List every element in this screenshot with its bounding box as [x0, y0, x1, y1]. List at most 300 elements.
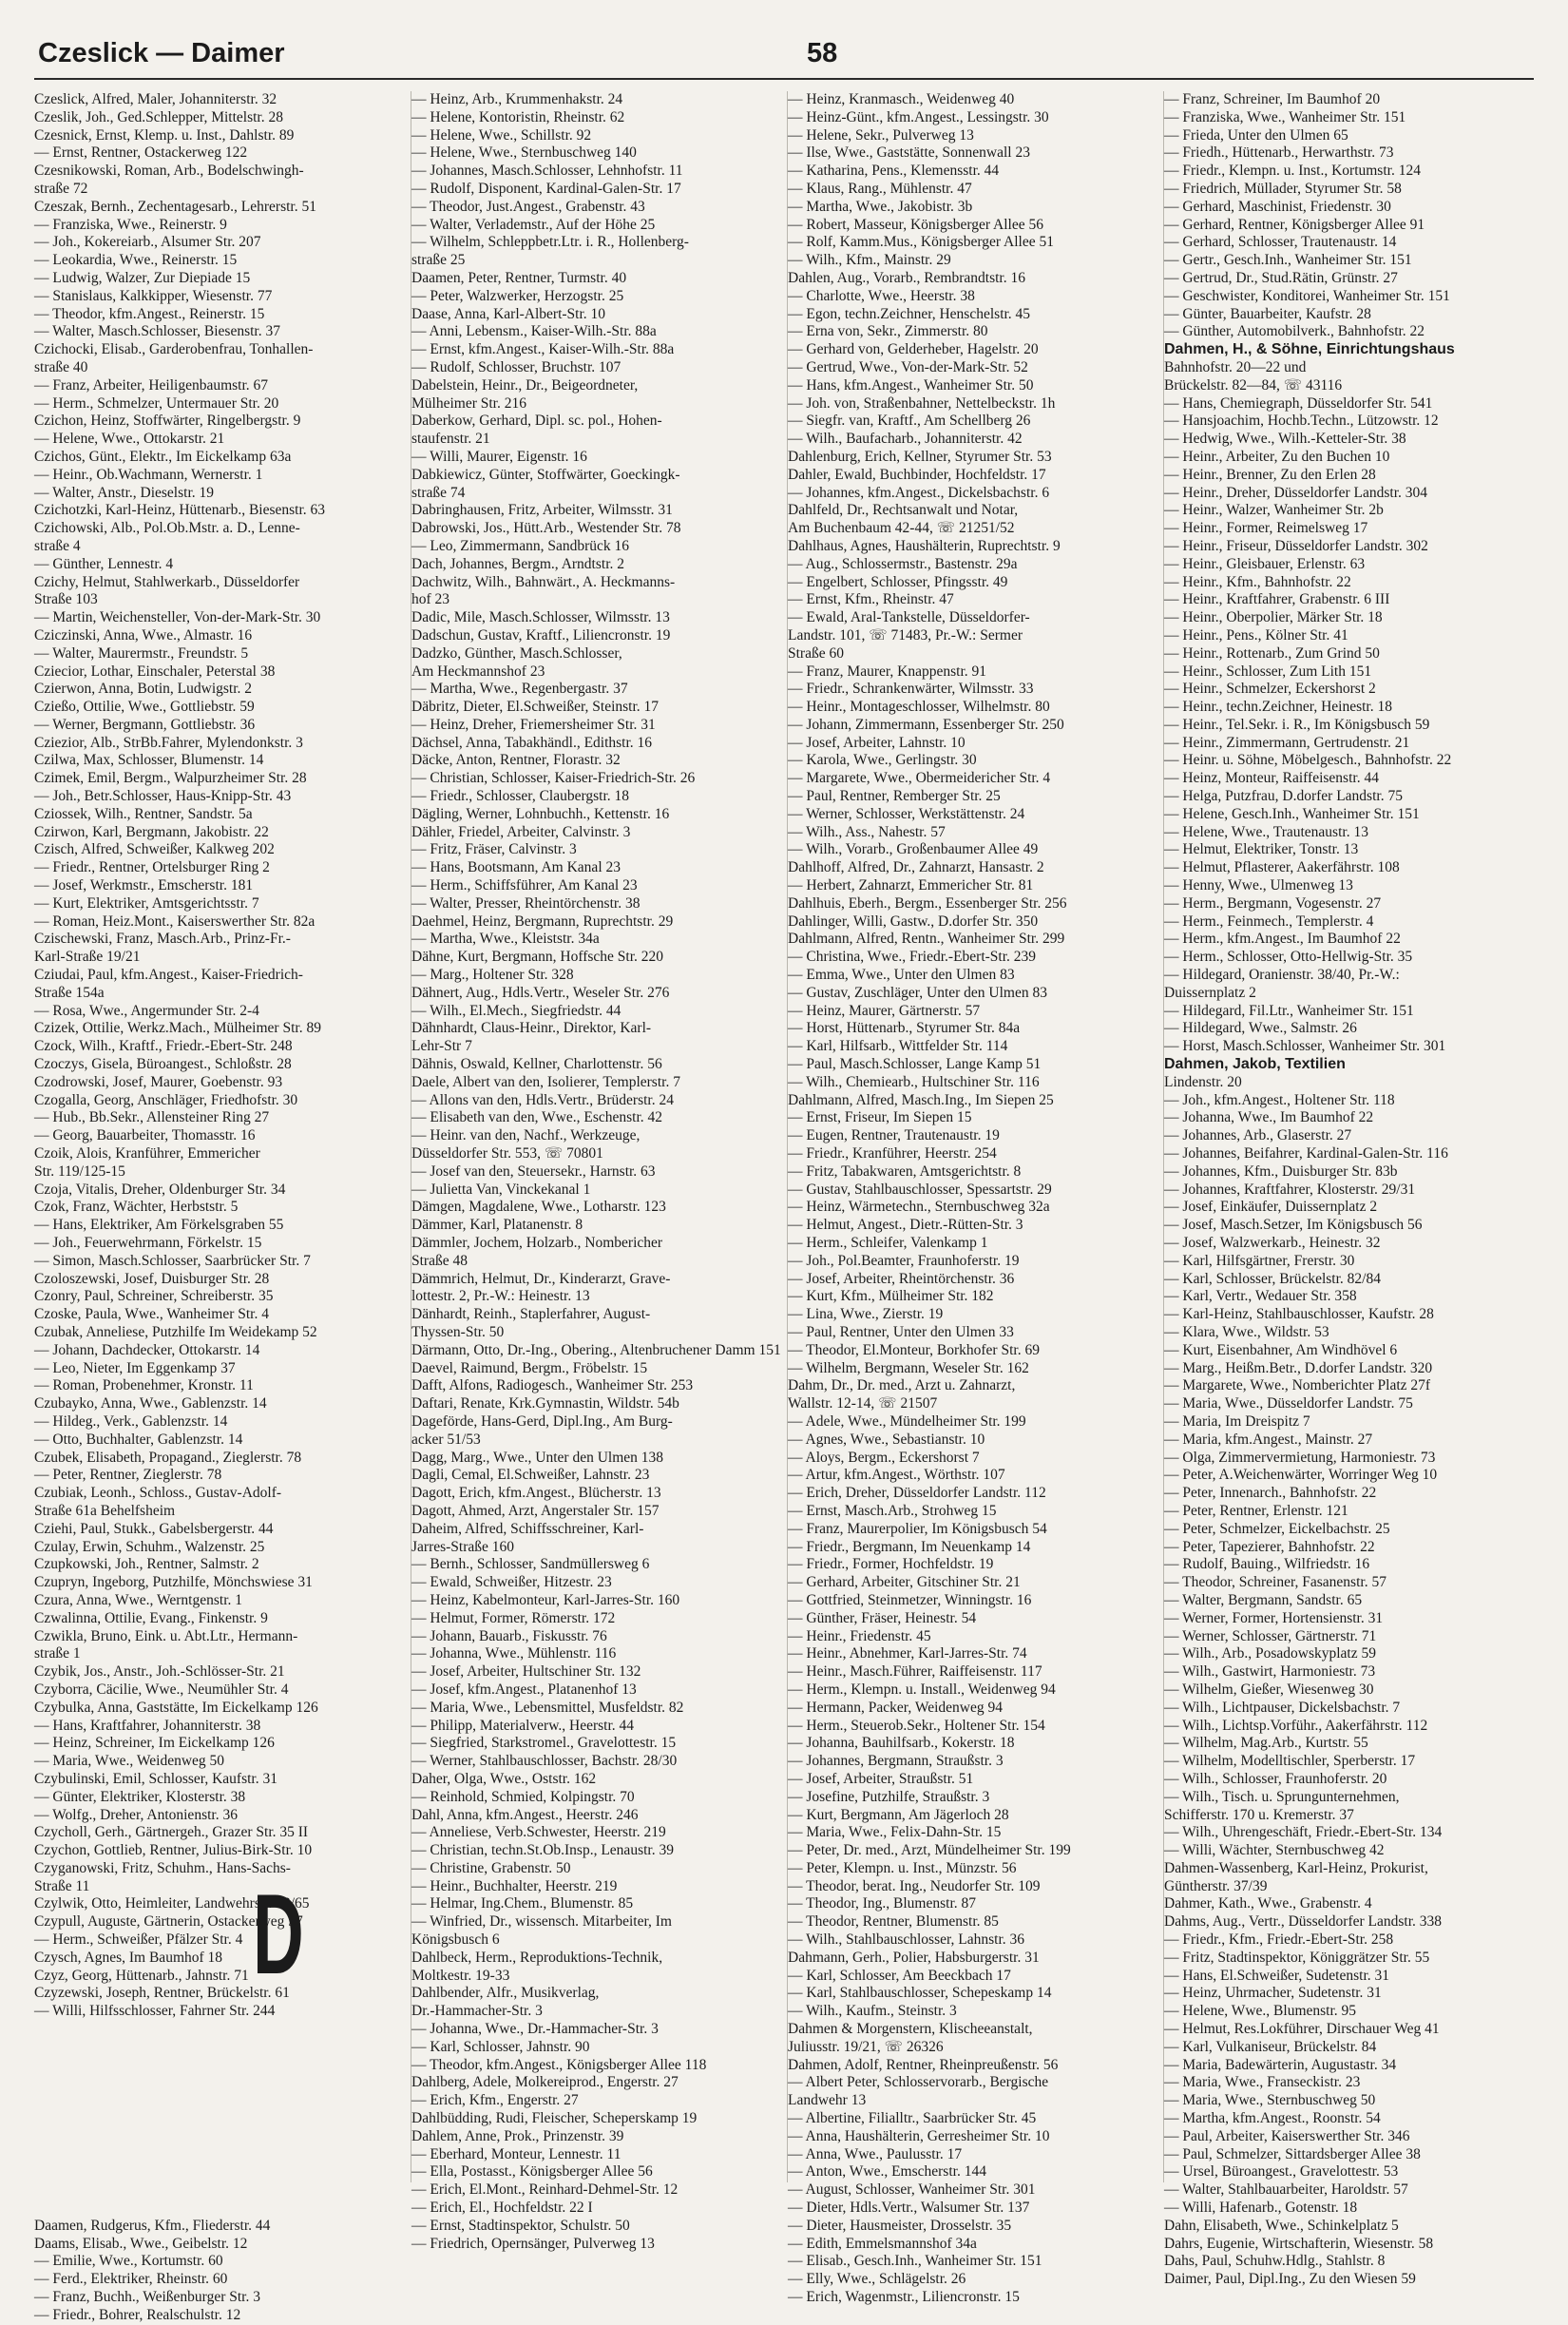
directory-entry: — Johann, Zimmermann, Essenberger Str. 250: [788, 716, 1064, 733]
directory-entry: — Ewald, Schweißer, Hitzestr. 23: [411, 1574, 612, 1591]
directory-entry: — Werner, Former, Hortensienstr. 31: [1164, 1609, 1384, 1626]
directory-entry: — August, Schlosser, Wanheimer Str. 301: [788, 2181, 1036, 2199]
directory-entry: — Dieter, Hausmeister, Drosselstr. 35: [788, 2217, 1012, 2234]
directory-entry: — Ernst, Friseur, Im Siepen 15: [788, 1109, 972, 1126]
directory-entry: — Heinr. van den, Nachf., Werkzeuge,: [411, 1127, 641, 1144]
directory-entry: — Christian, techn.St.Ob.Insp., Lenaustr. 39: [411, 1842, 674, 1859]
directory-entry: — Christina, Wwe., Friedr.-Ebert-Str. 239: [788, 949, 1037, 966]
directory-entry: Czychon, Gottlieb, Rentner, Julius-Birk-Str. 10: [34, 1842, 313, 1859]
directory-entry: Cziossek, Wilh., Rentner, Sandstr. 5a: [34, 805, 253, 822]
directory-entry: — Herm., Schmelzer, Untermauer Str. 20: [34, 394, 279, 412]
directory-entry: — Franz, Arbeiter, Heiligenbaumstr. 67: [34, 376, 269, 394]
directory-entry: Czura, Anna, Wwe., Werntgenstr. 1: [34, 1591, 243, 1608]
directory-entry: — Johannes, Kfm., Duisburger Str. 83b: [1164, 1162, 1398, 1180]
directory-entry: — Walter, Presser, Rheintörchenstr. 38: [411, 894, 641, 912]
directory-entry: — Kurt, Elektriker, Amtsgerichtsstr. 7: [34, 894, 259, 912]
directory-entry: — Friedr., Schrankenwärter, Wilmsstr. 33: [788, 681, 1034, 698]
directory-entry: — Gertr., Gesch.Inh., Wanheimer Str. 151: [1164, 252, 1412, 269]
directory-entry: — Paul, Rentner, Remberger Str. 25: [788, 788, 1001, 805]
directory-entry: — Kurt, Kfm., Mülheimer Str. 182: [788, 1288, 994, 1305]
directory-entry: Czypull, Auguste, Gärtnerin, Ostackerweg 37: [34, 1913, 303, 1931]
directory-entry: — Johannes, Kraftfahrer, Klosterstr. 29/31: [1164, 1181, 1416, 1198]
directory-entry: — Karl, Hilfsarb., Wittfelder Str. 114: [788, 1038, 1008, 1055]
directory-entry: Czupryn, Ingeborg, Putzhilfe, Mönchswiese 31: [34, 1574, 313, 1591]
directory-entry: Thyssen-Str. 50: [411, 1323, 505, 1340]
directory-entry: — Gustav, Stahlbauschlosser, Spessartstr. 29: [788, 1181, 1052, 1198]
directory-entry: Därmann, Otto, Dr.-Ing., Obering., Altenbruchener Damm 151: [411, 1341, 781, 1358]
directory-entry: — Martha, Wwe., Jakobistr. 3b: [788, 198, 973, 215]
directory-entry: Dahmen-Wassenberg, Karl-Heinz, Prokurist,: [1164, 1859, 1428, 1876]
directory-entry: — Rosa, Wwe., Angermunder Str. 2-4: [34, 1002, 259, 1019]
directory-entry: — Ernst, kfm.Angest., Kaiser-Wilh.-Str. 88a: [411, 341, 675, 358]
directory-entry: — Henny, Wwe., Ulmenweg 13: [1164, 877, 1353, 894]
directory-entry: — Maria, Wwe., Felix-Dahn-Str. 15: [788, 1824, 1002, 1841]
directory-entry: — Johanna, Wwe., Im Baumhof 22: [1164, 1109, 1374, 1126]
directory-entry: Dahmann, Gerh., Polier, Habsburgerstr. 31: [788, 1949, 1040, 1966]
directory-entry: — Gerhard, Schlosser, Trautenaustr. 14: [1164, 234, 1397, 251]
directory-entry: — Herm., Schweißer, Pfälzer Str. 4: [34, 1931, 243, 1949]
directory-entry: — Heinz, Monteur, Raiffeisenstr. 44: [1164, 770, 1379, 787]
directory-entry: — Herm., Feinmech., Templerstr. 4: [1164, 913, 1374, 930]
directory-entry: — Wilh., Tisch. u. Sprungunternehmen,: [1164, 1788, 1400, 1805]
directory-entry: — Heinr., Gleisbauer, Erlenstr. 63: [1164, 555, 1366, 572]
directory-entry: — Eugen, Rentner, Trautenaustr. 19: [788, 1127, 1000, 1144]
directory-entry: — Siegfr. van, Kraftf., Am Schellberg 26: [788, 413, 1031, 430]
directory-entry: [34, 2074, 410, 2092]
directory-entry: — Wilh., Vorarb., Großenbaumer Allee 49: [788, 841, 1039, 858]
directory-entry: — Heinz, Maurer, Gärtnerstr. 57: [788, 1002, 981, 1019]
directory-entry: Dahlhuis, Eberh., Bergm., Essenberger Str. 256: [788, 894, 1067, 912]
directory-entry: — Helene, Kontoristin, Rheinstr. 62: [411, 108, 625, 125]
directory-entry: — Frieda, Unter den Ulmen 65: [1164, 126, 1348, 144]
directory-entry: Dahlfeld, Dr., Rechtsanwalt und Notar,: [788, 502, 1019, 519]
directory-entry: — Karl, Hilfsgärtner, Frerstr. 30: [1164, 1252, 1355, 1269]
directory-entry: Dahmen, Adolf, Rentner, Rheinpreußenstr. 56: [788, 2056, 1059, 2073]
directory-entry: — Helene, Wwe., Schillstr. 92: [411, 126, 592, 144]
directory-entry: — Heinr., Montageschlosser, Wilhelmstr. 80: [788, 699, 1050, 716]
directory-entry: — Karl, Schlosser, Brückelstr. 82/84: [1164, 1270, 1381, 1287]
directory-entry: — Helmar, Ing.Chem., Blumenstr. 85: [411, 1895, 634, 1912]
directory-entry: — Agnes, Wwe., Sebastianstr. 10: [788, 1431, 985, 1448]
directory-entry: Dahlhaus, Agnes, Haushälterin, Ruprechtstr. 9: [788, 537, 1061, 554]
directory-entry: — Wilh., Lichtsp.Vorführ., Aakerfährstr. 112: [1164, 1717, 1428, 1734]
directory-entry: Dahmen, Jakob, Textilien: [1164, 1056, 1346, 1073]
directory-entry: — Peter, A.Weichenwärter, Worringer Weg 10: [1164, 1467, 1438, 1484]
directory-entry: — Heinz, Arb., Krummenhakstr. 24: [411, 91, 623, 107]
directory-entry: — Adele, Wwe., Mündelheimer Str. 199: [788, 1412, 1026, 1430]
directory-entry: — Ewald, Aral-Tankstelle, Düsseldorfer-: [788, 609, 1030, 626]
directory-entry: — Wilh., Baufacharb., Johanniterstr. 42: [788, 431, 1023, 448]
directory-entry: Czybulinski, Emil, Schlosser, Kaufstr. 31: [34, 1770, 277, 1787]
directory-entry: — Paul, Rentner, Unter den Ulmen 33: [788, 1323, 1014, 1340]
directory-entry: Dahlem, Anne, Prok., Prinzenstr. 39: [411, 2127, 624, 2144]
directory-entry: — Karl, Schlosser, Jahnstr. 90: [411, 2038, 590, 2055]
directory-entry: — Ernst, Stadtinspektor, Schulstr. 50: [411, 2217, 630, 2234]
directory-entry: — Gerhard, Rentner, Königsberger Allee 91: [1164, 216, 1425, 233]
directory-entry: — Wilh., Lichtpauser, Dickelsbachstr. 7: [1164, 1699, 1401, 1716]
directory-entry: — Heinr., Kraftfahrer, Grabenstr. 6 III: [1164, 591, 1390, 608]
directory-entry: [34, 2128, 410, 2146]
directory-entry: — Heinr., Friedenstr. 45: [788, 1627, 931, 1644]
directory-entry: — Elisab., Gesch.Inh., Wanheimer Str. 151: [788, 2253, 1042, 2270]
directory-entry: — Winfried, Dr., wissensch. Mitarbeiter, Im: [411, 1913, 672, 1931]
directory-entry: Czubak, Anneliese, Putzhilfe Im Weidekamp 52: [34, 1323, 317, 1340]
directory-entry: — Hedwig, Wwe., Wilh.-Ketteler-Str. 38: [1164, 431, 1406, 448]
directory-entry: — Maria, Wwe., Franseckistr. 23: [1164, 2074, 1361, 2091]
directory-entry: — Reinhold, Schmied, Kolpingstr. 70: [411, 1788, 635, 1805]
directory-entry: Daftari, Renate, Krk.Gymnastin, Wildstr. 54b: [411, 1395, 679, 1412]
directory-entry: — Dieter, Hdls.Vertr., Walsumer Str. 137: [788, 2200, 1030, 2217]
directory-entry: Dahn, Elisabeth, Wwe., Schinkelplatz 5: [1164, 2217, 1399, 2234]
directory-entry: Czichos, Günt., Elektr., Im Eickelkamp 63a: [34, 448, 292, 465]
directory-entry: — Friedrich, Müllader, Styrumer Str. 58: [1164, 180, 1402, 197]
directory-entry: — Leokardia, Wwe., Reinerstr. 15: [34, 252, 238, 269]
directory-entry: Dahl, Anna, kfm.Angest., Heerstr. 246: [411, 1806, 639, 1823]
directory-entry: — Hans, Chemiegraph, Düsseldorfer Str. 541: [1164, 394, 1433, 412]
directory-entry: — Ernst, Rentner, Ostackerweg 122: [34, 144, 248, 162]
directory-entry: — Wilh., Kfm., Mainstr. 29: [788, 252, 951, 269]
directory-entry: Dahlbender, Alfr., Musikverlag,: [411, 1985, 600, 2002]
directory-entry: Dähnert, Aug., Hdls.Vertr., Weseler Str. 276: [411, 984, 670, 1001]
column-2: [411, 91, 787, 2252]
directory-entry: — Heinr., Brenner, Zu den Erlen 28: [1164, 466, 1376, 483]
directory-entry: — Ernst, Masch.Arb., Strohweg 15: [788, 1502, 997, 1519]
directory-entry: — Charlotte, Wwe., Heerstr. 38: [788, 287, 975, 304]
directory-entry: — Gerhard von, Gelderheber, Hagelstr. 20: [788, 341, 1039, 358]
directory-entry: Dähnhardt, Claus-Heinr., Direktor, Karl-: [411, 1020, 652, 1037]
directory-entry: — Bernh., Schlosser, Sandmüllersweg 6: [411, 1556, 650, 1573]
directory-entry: — Katharina, Pens., Klemensstr. 44: [788, 163, 1000, 180]
directory-entry: — Herm., Schlosser, Otto-Hellwig-Str. 35: [1164, 949, 1413, 966]
directory-entry: Dahmen & Morgenstern, Klischeeanstalt,: [788, 2021, 1033, 2038]
directory-entry: Dahrs, Eugenie, Wirtschafterin, Wiesenstr. 58: [1164, 2235, 1434, 2252]
directory-entry: — Johannes, Arb., Glaserstr. 27: [1164, 1127, 1352, 1144]
directory-entry: Czubek, Elisabeth, Propagand., Zieglerstr. 78: [34, 1449, 302, 1466]
directory-entry: — Heinz, Wärmetechn., Sternbuschweg 32a: [788, 1199, 1050, 1216]
directory-entry: — Theodor, Ing., Blumenstr. 87: [788, 1895, 976, 1912]
directory-entry: — Aug., Schlossermstr., Bastenstr. 29a: [788, 555, 1018, 572]
directory-entry: Cziezior, Alb., StrBb.Fahrer, Mylendonkstr. 3: [34, 734, 303, 751]
directory-entry: Straße 154a: [34, 984, 105, 1001]
directory-entry: Czisch, Alfred, Schweißer, Kalkweg 202: [34, 841, 275, 858]
directory-entry: — Martin, Weichensteller, Von-der-Mark-Str. 30: [34, 609, 321, 626]
directory-entry: — Walter, Masch.Schlosser, Biesenstr. 37: [34, 323, 280, 340]
directory-entry: Dämgen, Magdalene, Wwe., Lotharstr. 123: [411, 1199, 666, 1216]
directory-entry: — Günther, Lennestr. 4: [34, 555, 174, 572]
directory-entry: — Philipp, Materialverw., Heerstr. 44: [411, 1717, 635, 1734]
directory-entry: — Josef, Arbeiter, Hultschiner Str. 132: [411, 1663, 641, 1681]
directory-entry: — Walter, Verlademstr., Auf der Höhe 25: [411, 216, 656, 233]
directory-entry: — Hub., Bb.Sekr., Allensteiner Ring 27: [34, 1109, 270, 1126]
directory-entry: — Wilh., Chemiearb., Hultschiner Str. 116: [788, 1073, 1040, 1090]
directory-entry: Czyganowski, Fritz, Schuhm., Hans-Sachs-: [34, 1859, 291, 1876]
directory-entry: — Peter, Schmelzer, Eickelbachstr. 25: [1164, 1520, 1390, 1537]
directory-entry: — Josef, kfm.Angest., Platanenhof 13: [411, 1681, 637, 1698]
directory-entry: — Joh., Kokereiarb., Alsumer Str. 207: [34, 234, 261, 251]
directory-entry: — Wilhelm, Bergmann, Weseler Str. 162: [788, 1359, 1029, 1376]
directory-entry: Czichotzki, Karl-Heinz, Hüttenarb., Biesenstr. 63: [34, 502, 326, 519]
directory-entry: Czysch, Agnes, Im Baumhof 18: [34, 1949, 223, 1966]
directory-entry: — Wilh., Kaufm., Steinstr. 3: [788, 2003, 957, 2020]
directory-entry: — Werner, Bergmann, Gottliebstr. 36: [34, 716, 256, 733]
directory-entry: Dähnis, Oswald, Kellner, Charlottenstr. 56: [411, 1056, 662, 1073]
directory-entry: — Ferd., Elektriker, Rheinstr. 60: [34, 2271, 228, 2288]
directory-entry: — Johanna, Bauhilfsarb., Kokerstr. 18: [788, 1735, 1015, 1752]
directory-entry: Dahlinger, Willi, Gastw., D.dorfer Str. 350: [788, 913, 1039, 930]
directory-entry: — Gertrud, Dr., Stud.Rätin, Grünstr. 27: [1164, 269, 1398, 286]
directory-entry: — Karl, Stahlbauschlosser, Schepeskamp 14: [788, 1985, 1052, 2002]
directory-entry: straße 74: [411, 484, 466, 501]
directory-entry: — Helene, Sekr., Pulverweg 13: [788, 126, 974, 144]
directory-entry: — Heinr., Arbeiter, Zu den Buchen 10: [1164, 448, 1390, 465]
directory-entry: — Franziska, Wwe., Wanheimer Str. 151: [1164, 108, 1406, 125]
directory-entry: Czoja, Vitalis, Dreher, Oldenburger Str. 34: [34, 1181, 286, 1198]
directory-entry: straße 25: [411, 252, 466, 269]
directory-entry: — Ernst, Kfm., Rheinstr. 47: [788, 591, 954, 608]
directory-entry: Juliusstr. 19/21, ☏ 26326: [788, 2038, 944, 2055]
directory-entry: Dahms, Aug., Vertr., Düsseldorfer Landstr. 338: [1164, 1913, 1443, 1931]
directory-entry: — Werner, Schlosser, Werkstättenstr. 24: [788, 805, 1025, 822]
directory-entry: — Siegfried, Starkstromel., Gravelottestr. 15: [411, 1735, 677, 1752]
directory-entry: Daams, Elisab., Wwe., Geibelstr. 12: [34, 2235, 248, 2252]
directory-entry: — Erna von, Sekr., Zimmerstr. 80: [788, 323, 988, 340]
directory-entry: Moltkestr. 19-33: [411, 1967, 510, 1984]
directory-entry: — Theodor, El.Monteur, Borkhofer Str. 69: [788, 1341, 1040, 1358]
directory-columns: [34, 91, 1536, 2323]
directory-entry: Czyz, Georg, Hüttenarb., Jahnstr. 71: [34, 1967, 249, 1984]
directory-entry: — Heinr., Abnehmer, Karl-Jarres-Str. 74: [788, 1645, 1027, 1662]
directory-entry: — Theodor, kfm.Angest., Reinerstr. 15: [34, 305, 265, 322]
directory-entry: — Erich, Kfm., Engerstr. 27: [411, 2092, 579, 2109]
directory-entry: — Elly, Wwe., Schlägelstr. 26: [788, 2271, 966, 2288]
directory-entry: Dämmler, Jochem, Holzarb., Nombericher: [411, 1235, 663, 1251]
directory-entry: hof 23: [411, 591, 450, 608]
column-4: [1163, 91, 1539, 2288]
directory-entry: Daimer, Paul, Dipl.Ing., Zu den Wiesen 59: [1164, 2271, 1416, 2288]
directory-entry: — Heinz-Günt., kfm.Angest., Lessingstr. 30: [788, 108, 1049, 125]
directory-entry: Czycholl, Gerh., Gärtnergeh., Grazer Str. 35 II: [34, 1824, 309, 1841]
directory-entry: — Heinr., Tel.Sekr. i. R., Im Königsbusch 59: [1164, 716, 1430, 733]
directory-entry: — Wilhelm, Mag.Arb., Kurtstr. 55: [1164, 1735, 1368, 1752]
directory-entry: — Josef, Masch.Setzer, Im Königsbusch 56: [1164, 1217, 1423, 1234]
directory-entry: Dabringhausen, Fritz, Arbeiter, Wilmsstr. 31: [411, 502, 673, 519]
directory-entry: — Ilse, Wwe., Gaststätte, Sonnenwall 23: [788, 144, 1030, 162]
directory-entry: — Herm., Steuerob.Sekr., Holtener Str. 154: [788, 1717, 1045, 1734]
directory-entry: — Franziska, Wwe., Reinerstr. 9: [34, 216, 227, 233]
directory-entry: — Heinr., Friseur, Düsseldorfer Landstr. 302: [1164, 537, 1428, 554]
directory-entry: — Friedr., Kfm., Friedr.-Ebert-Str. 258: [1164, 1931, 1394, 1949]
directory-entry: — Josefine, Putzhilfe, Straußstr. 3: [788, 1788, 990, 1805]
directory-entry: — Friedr., Schlosser, Claubergstr. 18: [411, 788, 629, 805]
directory-entry: Dämmrich, Helmut, Dr., Kinderarzt, Grave-: [411, 1270, 671, 1287]
directory-entry: Dadic, Mile, Masch.Schlosser, Wilmsstr. 13: [411, 609, 670, 626]
directory-entry: Lehr-Str 7: [411, 1038, 472, 1055]
directory-entry: Czwikla, Bruno, Eink. u. Abt.Ltr., Hermann-: [34, 1627, 298, 1644]
directory-entry: Czoske, Paula, Wwe., Wanheimer Str. 4: [34, 1306, 269, 1323]
column-3: [787, 91, 1163, 2306]
directory-entry: — Willi, Maurer, Eigenstr. 16: [411, 448, 587, 465]
directory-entry: — Friedr., Bohrer, Realschulstr. 12: [34, 2306, 241, 2323]
directory-entry: Düsseldorfer Str. 553, ☏ 70801: [411, 1145, 603, 1162]
section-letter: D: [253, 1871, 304, 1998]
directory-entry: — Gustav, Zuschläger, Unter den Ulmen 83: [788, 984, 1047, 1001]
directory-entry: — Fritz, Stadtinspektor, Königgrätzer Str. 55: [1164, 1949, 1430, 1966]
directory-entry: — Heinr., Dreher, Düsseldorfer Landstr. 304: [1164, 484, 1428, 501]
directory-entry: — Artur, kfm.Angest., Wörthstr. 107: [788, 1467, 1005, 1484]
directory-entry: — Hans, El.Schweißer, Sudetenstr. 31: [1164, 1967, 1390, 1984]
directory-entry: — Helmut, Pflasterer, Aakerfährstr. 108: [1164, 859, 1400, 876]
directory-entry: — Christine, Grabenstr. 50: [411, 1859, 571, 1876]
directory-entry: — Peter, Rentner, Erlenstr. 121: [1164, 1502, 1348, 1519]
directory-entry: — Elisabeth van den, Wwe., Eschenstr. 42: [411, 1109, 663, 1126]
directory-entry: — Wilh., Gastwirt, Harmoniestr. 73: [1164, 1663, 1376, 1681]
directory-entry: [34, 2057, 410, 2075]
directory-entry: Wallstr. 12-14, ☏ 21507: [788, 1395, 938, 1412]
directory-entry: Brückelstr. 82—84, ☏ 43116: [1164, 376, 1343, 394]
directory-entry: Jarres-Straße 160: [411, 1538, 515, 1555]
directory-entry: — Rudolf, Bauing., Wilfriedstr. 16: [1164, 1556, 1370, 1573]
directory-entry: — Peter, Tapezierer, Bahnhofstr. 22: [1164, 1538, 1375, 1555]
directory-entry: Czoik, Alois, Kranführer, Emmericher: [34, 1145, 260, 1162]
directory-entry: — Paul, Arbeiter, Kaiserswerther Str. 346: [1164, 2127, 1410, 2144]
directory-entry: staufenstr. 21: [411, 431, 490, 448]
directory-entry: [34, 2163, 410, 2181]
directory-entry: Daehmel, Heinz, Bergmann, Ruprechtstr. 29: [411, 913, 674, 930]
directory-entry: straße 4: [34, 537, 81, 554]
directory-entry: — Karl, Schlosser, Am Beeckbach 17: [788, 1967, 1011, 1984]
directory-entry: — Günther, Fräser, Heinestr. 54: [788, 1609, 977, 1626]
directory-entry: — Friedh., Hüttenarb., Herwarthstr. 73: [1164, 144, 1394, 162]
directory-entry: — Helene, Wwe., Blumenstr. 95: [1164, 2003, 1357, 2020]
directory-entry: Dähler, Friedel, Arbeiter, Calvinstr. 3: [411, 823, 631, 840]
directory-entry: — Ludwig, Walzer, Zur Diepiade 15: [34, 269, 251, 286]
directory-entry: Dähne, Kurt, Bergmann, Hoffsche Str. 220: [411, 949, 664, 966]
directory-entry: Dahmer, Kath., Wwe., Grabenstr. 4: [1164, 1895, 1372, 1912]
directory-entry: — Georg, Bauarbeiter, Thomasstr. 16: [34, 1127, 256, 1144]
directory-entry: Landstr. 101, ☏ 71483, Pr.-W.: Sermer: [788, 626, 1023, 644]
directory-entry: Czießo, Ottilie, Wwe., Gottliebstr. 59: [34, 699, 255, 716]
directory-entry: — Emilie, Wwe., Kortumstr. 60: [34, 2253, 223, 2270]
directory-entry: — Erich, Dreher, Düsseldorfer Landstr. 112: [788, 1485, 1046, 1502]
directory-entry: Schifferstr. 170 u. Kremerstr. 37: [1164, 1806, 1354, 1823]
column-1: [34, 91, 410, 2323]
directory-entry: — Helga, Putzfrau, D.dorfer Landstr. 75: [1164, 788, 1403, 805]
directory-entry: — Erich, El., Hochfeldstr. 22 I: [411, 2200, 593, 2217]
directory-entry: Cziczinski, Anna, Wwe., Almastr. 16: [34, 626, 253, 644]
directory-entry: — Helene, Wwe., Ottokarstr. 21: [34, 431, 225, 448]
directory-entry: — Hildeg., Verk., Gablenzstr. 14: [34, 1412, 228, 1430]
directory-entry: — Rolf, Kamm.Mus., Königsberger Allee 51: [788, 234, 1054, 251]
directory-entry: — Martha, Wwe., Regenbergastr. 37: [411, 681, 628, 698]
directory-entry: — Egon, techn.Zeichner, Henschelstr. 45: [788, 305, 1031, 322]
directory-entry: — Johannes, kfm.Angest., Dickelsbachstr. 6: [788, 484, 1050, 501]
directory-entry: — Hans, Kraftfahrer, Johanniterstr. 38: [34, 1717, 261, 1734]
directory-entry: Straße 61a Behelfsheim: [34, 1502, 176, 1519]
directory-entry: Dahm, Dr., Dr. med., Arzt u. Zahnarzt,: [788, 1377, 1016, 1394]
directory-entry: Czizek, Ottilie, Werkz.Mach., Mülheimer Str. 89: [34, 1020, 321, 1037]
directory-entry: — Joh., Pol.Beamter, Fraunhoferstr. 19: [788, 1252, 1020, 1269]
directory-entry: Dagott, Ahmed, Arzt, Angerstaler Str. 157: [411, 1502, 660, 1519]
directory-entry: Czock, Wilh., Kraftf., Friedr.-Ebert-Str. 248: [34, 1038, 293, 1055]
directory-entry: — Leo, Zimmermann, Sandbrück 16: [411, 537, 630, 554]
directory-entry: — Ursel, Büroangest., Gravelottestr. 53: [1164, 2163, 1399, 2181]
directory-entry: Daevel, Raimund, Bergm., Fröbelstr. 15: [411, 1359, 648, 1376]
directory-entry: — Heinz, Kranmasch., Weidenweg 40: [788, 91, 1015, 107]
directory-entry: Mülheimer Str. 216: [411, 394, 526, 412]
directory-entry: — Walter, Maurermstr., Freundstr. 5: [34, 644, 249, 662]
directory-entry: — Christian, Schlosser, Kaiser-Friedrich-Str. 26: [411, 770, 696, 787]
directory-entry: Straße 60: [788, 644, 844, 662]
directory-entry: — Rudolf, Schlosser, Bruchstr. 107: [411, 358, 621, 375]
directory-entry: — Willi, Wächter, Sternbuschweg 42: [1164, 1842, 1385, 1859]
directory-entry: Dagg, Marg., Wwe., Unter den Ulmen 138: [411, 1449, 664, 1466]
directory-entry: — Josef, Walzwerkarb., Heinestr. 32: [1164, 1235, 1381, 1251]
directory-entry: Dahlbeck, Herm., Reproduktions-Technik,: [411, 1949, 663, 1966]
directory-entry: — Herm., Schiffsführer, Am Kanal 23: [411, 877, 638, 894]
directory-entry: — Kurt, Eisenbahner, Am Windhövel 6: [1164, 1341, 1398, 1358]
directory-entry: — Peter, Klempn. u. Inst., Münzstr. 56: [788, 1859, 1017, 1876]
directory-entry: — Heinr., Former, Reimelsweg 17: [1164, 520, 1368, 537]
directory-entry: — Margarete, Wwe., Obermeidericher Str. 4: [788, 770, 1051, 787]
directory-entry: Dahs, Paul, Schuhw.Hdlg., Stahlstr. 8: [1164, 2253, 1386, 2270]
directory-entry: Czierwon, Anna, Botin, Ludwigstr. 2: [34, 681, 253, 698]
directory-entry: Däbritz, Dieter, El.Schweißer, Steinstr. 17: [411, 699, 660, 716]
directory-entry: — Wilh., Schlosser, Fraunhoferstr. 20: [1164, 1770, 1387, 1787]
directory-entry: — Hildegard, Oranienstr. 38/40, Pr.-W.:: [1164, 967, 1400, 984]
directory-entry: Dahlberg, Adele, Molkereiprod., Engerstr. 27: [411, 2074, 679, 2091]
directory-entry: — Peter, Walzwerker, Herzogstr. 25: [411, 287, 624, 304]
directory-entry: — Leo, Nieter, Im Eggenkamp 37: [34, 1359, 236, 1376]
directory-entry: Czirwon, Karl, Bergmann, Jakobistr. 22: [34, 823, 269, 840]
directory-entry: — Karl-Heinz, Stahlbauschlosser, Kaufstr. 28: [1164, 1306, 1434, 1323]
directory-entry: — Wilh., Arb., Posadowskyplatz 59: [1164, 1645, 1376, 1662]
directory-entry: — Stanislaus, Kalkkipper, Wiesenstr. 77: [34, 287, 273, 304]
directory-entry: — Peter, Dr. med., Arzt, Mündelheimer Str. 199: [788, 1842, 1071, 1859]
directory-entry: — Anna, Wwe., Paulusstr. 17: [788, 2145, 963, 2162]
directory-entry: Dämmer, Karl, Platanenstr. 8: [411, 1217, 583, 1234]
directory-entry: — Heinr., techn.Zeichner, Heinestr. 18: [1164, 699, 1392, 716]
directory-entry: Duissernplatz 2: [1164, 984, 1256, 1001]
directory-entry: — Anna, Haushälterin, Gerresheimer Str. 10: [788, 2127, 1050, 2144]
directory-entry: Czogalla, Georg, Anschläger, Friedhofstr. 30: [34, 1091, 298, 1108]
directory-entry: Dahlen, Aug., Vorarb., Rembrandtstr. 16: [788, 269, 1025, 286]
directory-entry: Dabelstein, Heinr., Dr., Beigeordneter,: [411, 376, 639, 394]
directory-entry: — Peter, Rentner, Zieglerstr. 78: [34, 1467, 222, 1484]
directory-entry: Dänhardt, Reinh., Staplerfahrer, August-: [411, 1306, 651, 1323]
directory-entry: — Julietta Van, Vinckekanal 1: [411, 1181, 591, 1198]
directory-entry: [34, 2200, 410, 2218]
directory-entry: Dagli, Cemal, El.Schweißer, Lahnstr. 23: [411, 1467, 650, 1484]
directory-entry: — Maria, Badewärterin, Augustastr. 34: [1164, 2056, 1397, 2073]
directory-entry: Czwalinna, Ottilie, Evang., Finkenstr. 9: [34, 1609, 268, 1626]
directory-entry: — Heinr., Zimmermann, Gertrudenstr. 21: [1164, 734, 1410, 751]
directory-entry: Dahlbüdding, Rudi, Fleischer, Scheperskamp 19: [411, 2110, 698, 2127]
directory-entry: — Josef, Arbeiter, Straußstr. 51: [788, 1770, 974, 1787]
directory-entry: — Robert, Masseur, Königsberger Allee 56: [788, 216, 1044, 233]
directory-entry: — Helene, Wwe., Trautenaustr. 13: [1164, 823, 1368, 840]
directory-entry: Dahlmann, Alfred, Masch.Ing., Im Siepen 25: [788, 1091, 1054, 1108]
directory-entry: — Maria, Im Dreispitz 7: [1164, 1412, 1310, 1430]
directory-entry: Lindenstr. 20: [1164, 1073, 1242, 1090]
page-header: [34, 34, 1534, 80]
directory-entry: [34, 2181, 410, 2200]
directory-entry: — Erich, Wagenmstr., Liliencronstr. 15: [788, 2289, 1020, 2306]
directory-entry: — Wilh., Uhrengeschäft, Friedr.-Ebert-Str. 134: [1164, 1824, 1443, 1841]
directory-entry: Dadschun, Gustav, Kraftf., Liliencronstr. 19: [411, 626, 671, 644]
directory-entry: — Heinz, Uhrmacher, Sudetenstr. 31: [1164, 1985, 1382, 2002]
directory-entry: — Walter, Stahlbauarbeiter, Haroldstr. 57: [1164, 2181, 1408, 2199]
directory-entry: — Karl, Vertr., Wedauer Str. 358: [1164, 1288, 1357, 1305]
